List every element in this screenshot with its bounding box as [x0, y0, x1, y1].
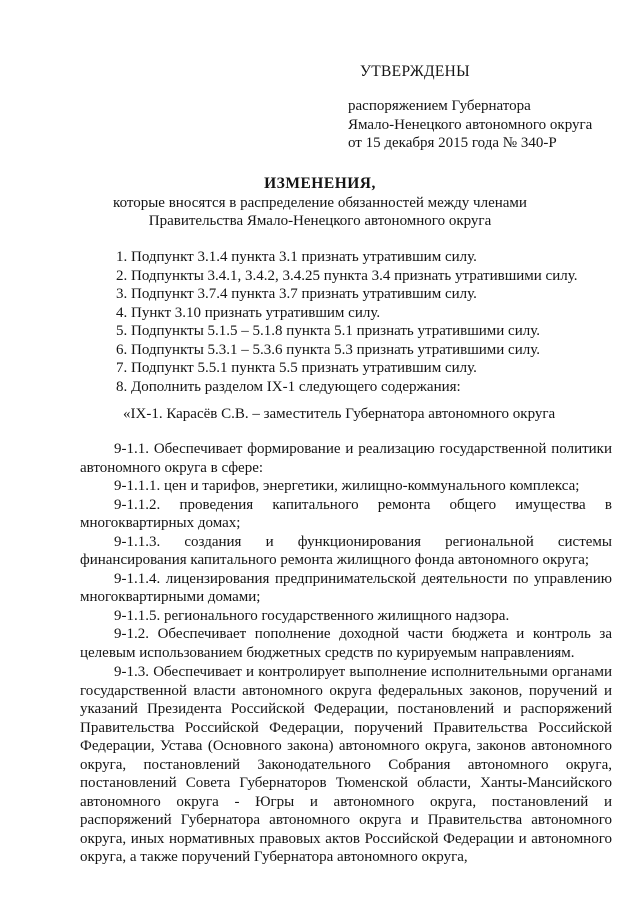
amendment-item: 7. Подпункт 5.5.1 пункта 5.5 признать утратившим силу.	[116, 360, 477, 376]
paragraph: 9-1.2. Обеспечивает пополнение доходной части бюджета и контроль за целевым использованием бюджетных средств по курируемым направлениям.	[80, 626, 612, 661]
amendment-item: 6. Подпункты 5.3.1 – 5.3.6 пункта 5.3 признать утратившими силу.	[116, 341, 540, 358]
paragraph: 9-1.1. Обеспечивает формирование и реализацию государственной политики автономного округа в сфере:	[80, 441, 612, 476]
subtitle-line: которые вносятся в распределение обязанностей между членами	[113, 195, 527, 211]
amendment-item: 5. Подпункты 5.1.5 – 5.1.8 пункта 5.1 признать утратившими силу.	[116, 323, 540, 339]
amendment-item: 4. Пункт 3.10 признать утратившим силу.	[116, 304, 381, 321]
subtitle-line: Правительства Ямало-Ненецкого автономного округа	[148, 213, 492, 229]
paragraph: 9-1.3. Обеспечивает и контролирует выполнение исполнительными органами государственной власти автономного округа федеральных законов, поручений и указаний Президента Российской Федерации, постановлений и распоряжений Правительства Российской Федерации, поручений Правительства Российской Федерации, Устава (Основного закона) автономного округа, законов автономного округа, постановлений Законодательного Собрания автономного округа, постановлений Совета Губернаторов Тюменской области, Ханты-Мансийского автономного округа - Югры и автономного округа, постановлений и распоряжений Губернатора автономного округа и Правительства автономного округа, иных нормативных правовых актов Российской Федерации и автономного округа, а также поручений Губернатора автономного округа,	[80, 664, 612, 865]
document-subtitle	[0, 194, 640, 230]
section-body	[80, 440, 612, 867]
paragraph: 9-1.1.3. создания и функционирования региональной системы финансирования капитального ремонта жилищного фонда автономного округа;	[80, 533, 612, 568]
approval-line: распоряжением Губернатора	[348, 98, 531, 114]
amendment-item: 3. Подпункт 3.7.4 пункта 3.7 признать утратившим силу.	[116, 286, 477, 302]
section-heading: «IX-1. Карасёв С.В. – заместитель Губернатора автономного округа	[123, 406, 556, 422]
document-title: ИЗМЕНЕНИЯ,	[264, 175, 376, 192]
paragraph: 9-1.1.4. лицензирования предпринимательской деятельности по управлению многоквартирными домами;	[80, 570, 612, 605]
approval-date-number: от 15 декабря 2015 года № 340-Р	[348, 135, 557, 151]
amendment-item: 8. Дополнить разделом IX-1 следующего содержания:	[116, 378, 461, 395]
amendment-list	[116, 248, 577, 396]
paragraph: 9-1.1.1. цен и тарифов, энергетики, жилищно-коммунального комплекса;	[114, 478, 580, 494]
approval-stamp-heading: УТВЕРЖДЕНЫ	[360, 63, 470, 80]
paragraph: 9-1.1.5. регионального государственного жилищного надзора.	[114, 607, 510, 624]
amendment-item: 2. Подпункты 3.4.1, 3.4.2, 3.4.25 пункта 3.4 признать утратившими силу.	[116, 267, 578, 284]
approval-reference	[348, 97, 592, 153]
approval-line: Ямало-Ненецкого автономного округа	[348, 116, 593, 133]
amendment-item: 1. Подпункт 3.1.4 пункта 3.1 признать утратившим силу.	[116, 249, 477, 265]
paragraph: 9-1.1.2. проведения капитального ремонта общего имущества в многоквартирных домах;	[80, 496, 612, 531]
